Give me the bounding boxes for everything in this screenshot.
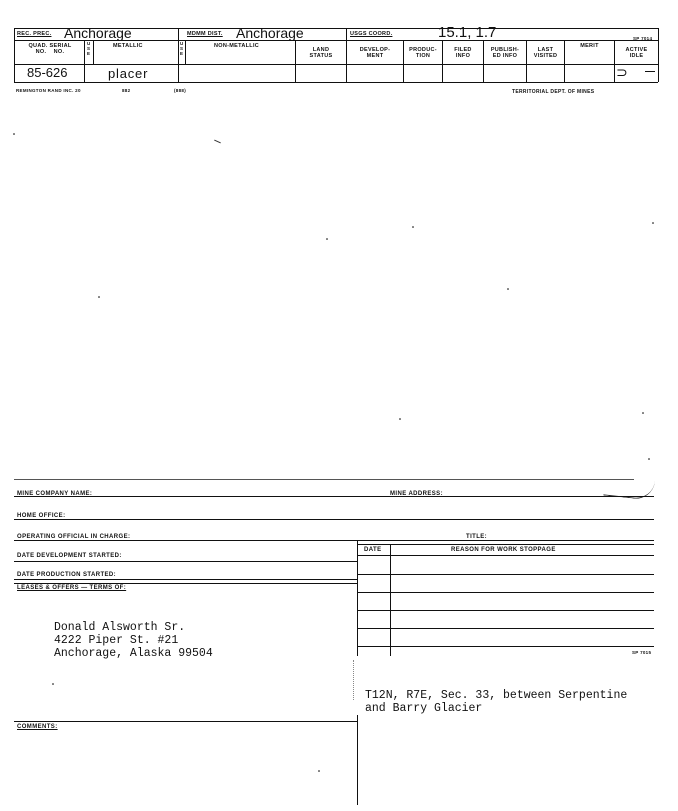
published-info-header: PUBLISH- ED INFO: [490, 47, 520, 59]
non-metallic-header: NON-METALLIC: [214, 43, 260, 49]
usgs-coord-label: USGS COORD.: [350, 31, 393, 37]
location-line-2: and Barry Glacier: [365, 702, 483, 715]
last-visited-header: LAST VISITED: [533, 47, 558, 59]
form-number-bottom: SP 7015: [632, 650, 652, 655]
printer-code-1: 882: [122, 88, 131, 93]
land-status-header: LAND STATUS: [309, 47, 333, 59]
date-development-started-label: DATE DEVELOPMENT STARTED:: [17, 553, 122, 559]
mine-address-label: MINE ADDRESS:: [390, 491, 443, 497]
date-column-header: DATE: [364, 547, 382, 553]
metallic-header: METALLIC: [113, 43, 143, 49]
lessee-street: 4222 Piper St. #21: [54, 634, 179, 647]
quad-serial-value: 85-626: [27, 65, 68, 80]
operating-official-label: OPERATING OFFICIAL IN CHARGE:: [17, 534, 131, 540]
leases-offers-label: LEASES & OFFERS — TERMS OF:: [17, 585, 127, 591]
printer-imprint: REMINGTON RAND INC. 20: [16, 88, 81, 93]
home-office-label: HOME OFFICE:: [17, 513, 66, 519]
use-header-nonmetallic: U S E: [180, 41, 184, 56]
title-label: TITLE:: [466, 534, 488, 540]
comments-label: COMMENTS:: [17, 724, 58, 730]
rec-prec-value: Anchorage: [64, 25, 132, 41]
metallic-value: placer: [108, 66, 149, 81]
quad-serial-header: QUAD. SERIAL NO. NO.: [28, 43, 72, 55]
printer-code-2: (888): [174, 88, 187, 93]
filed-info-header: FILED INFO: [454, 47, 472, 59]
mdm-dist-value: Anchorage: [236, 25, 304, 41]
rec-prec-label: REC. PREC.: [17, 31, 52, 37]
location-line-1: T12N, R7E, Sec. 33, between Serpentine: [365, 689, 628, 702]
mdm-dist-label: MDMM DIST.: [187, 31, 223, 37]
lessee-city: Anchorage, Alaska 99504: [54, 647, 213, 660]
check-mark-icon: ⊃: [616, 65, 628, 81]
use-header-metallic: U S E: [87, 41, 91, 56]
lessee-name: Donald Alsworth Sr.: [54, 621, 186, 634]
territorial-dept: TERRITORIAL DEPT. OF MINES: [512, 89, 595, 95]
date-production-started-label: DATE PRODUCTION STARTED:: [17, 572, 117, 578]
development-header: DEVELOP- MENT: [359, 47, 391, 59]
merit-header: MERIT: [580, 43, 599, 49]
form-number-top: SP 7014: [633, 36, 653, 41]
mine-company-name-label: MINE COMPANY NAME:: [17, 491, 93, 497]
production-header: PRODUC- TION: [409, 47, 437, 59]
usgs-coord-value: 15.1, 1.7: [438, 24, 497, 41]
active-idle-header: ACTIVE IDLE: [625, 47, 648, 59]
reason-column-header: REASON FOR WORK STOPPAGE: [451, 547, 556, 553]
